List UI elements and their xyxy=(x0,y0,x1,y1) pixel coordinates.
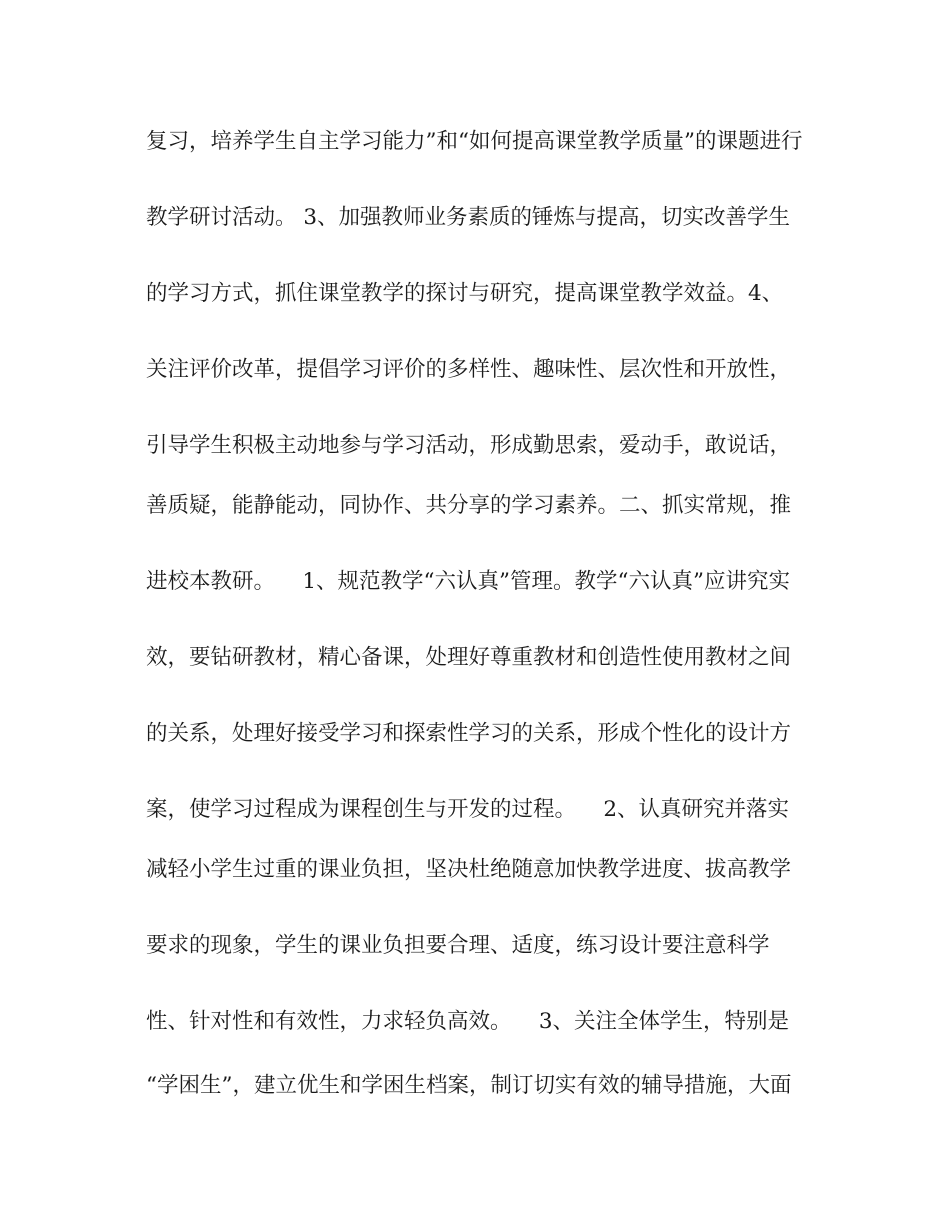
paragraph-line: 减轻小学生过重的课业负担，坚决杜绝随意加快教学进度、拔高教学 xyxy=(146,857,792,882)
paragraph-line: 的关系，处理好接受学习和探索性学习的关系，形成个性化的设计方 xyxy=(146,721,792,746)
paragraph-line: 关注评价改革，提倡学习评价的多样性、趣味性、层次性和开放性， xyxy=(146,357,792,382)
paragraph-line: 要求的现象，学生的课业负担要合理、适度，练习设计要注意科学 xyxy=(146,933,770,958)
paragraph-line: “学困生”，建立优生和学困生档案，制订切实有效的辅导措施，大面 xyxy=(146,1073,792,1098)
paragraph-line: 进校本教研。 1、规范教学“六认真”管理。教学“六认真”应讲究实 xyxy=(146,569,790,594)
paragraph-line: 案，使学习过程成为课程创生与开发的过程。 2、认真研究并落实 xyxy=(146,797,790,822)
paragraph-line: 教学研讨活动。 3、加强教师业务素质的锤炼与提高，切实改善学生 xyxy=(146,205,791,230)
paragraph-line: 复习，培养学生自主学习能力”和“如何提高课堂教学质量”的课题进行 xyxy=(146,129,803,154)
paragraph-line: 的学习方式，抓住课堂教学的探讨与研究，提高课堂教学效益。4、 xyxy=(146,281,784,306)
paragraph-line: 善质疑，能静能动，同协作、共分享的学习素养。二、抓实常规，推 xyxy=(146,493,792,518)
paragraph-line: 性、针对性和有效性，力求轻负高效。 3、关注全体学生，特别是 xyxy=(146,1009,790,1034)
paragraph-line: 引导学生积极主动地参与学习活动，形成勤思索，爱动手，敢说话， xyxy=(146,433,792,458)
paragraph-line: 效，要钻研教材，精心备课，处理好尊重教材和创造性使用教材之间 xyxy=(146,645,792,670)
